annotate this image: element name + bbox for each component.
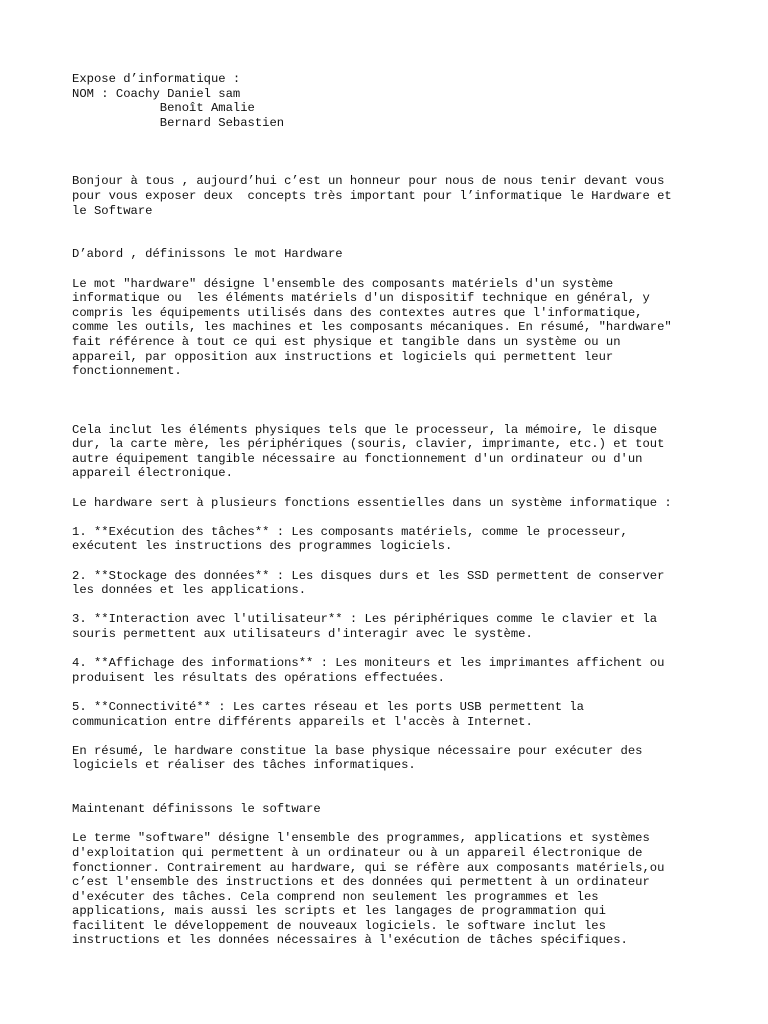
list-item-line: 4. **Affichage des informations** : Les moniteurs et les imprimantes affichent ou (72, 656, 665, 671)
document-header (72, 72, 712, 130)
intro-line: pour vous exposer deux concepts très important pour l’informatique le Hardware et (72, 188, 672, 203)
list-item-line: souris permettent aux utilisateurs d'interagir avec le système. (72, 627, 533, 641)
function-item-3 (72, 612, 712, 641)
paragraph-line: Le mot "hardware" désigne l'ensemble des composants matériels d'un système (72, 276, 614, 291)
paragraph-line: applications, mais aussi les scripts et les langages de programmation qui (72, 904, 606, 919)
list-item-line: 3. **Interaction avec l'utilisateur** : Les périphériques comme le clavier et la (72, 612, 658, 627)
software-heading: Maintenant définissons le software (72, 802, 321, 817)
hardware-definition-paragraph (72, 277, 712, 379)
list-item-line: 5. **Connectivité** : Les cartes réseau et les ports USB permettent la (72, 699, 584, 714)
paragraph-line: facilitent le développement de nouveaux logiciels. le software inclut les (72, 918, 606, 933)
function-item-4 (72, 656, 712, 685)
paragraph-line: fonctionnement. (72, 364, 182, 379)
hardware-summary-paragraph (72, 744, 712, 773)
list-item-line: 1. **Exécution des tâches** : Les composants matériels, comme le processeur, (72, 524, 628, 539)
list-item-line: 2. **Stockage des données** : Les disques durs et les SSD permettent de conserver (72, 568, 665, 583)
intro-line: Bonjour à tous , aujourd’hui c’est un honneur pour nous de nous tenir devant vous (72, 174, 665, 189)
paragraph-line: informatique ou les éléments matériels d'un dispositif technique en général, y (72, 291, 650, 306)
function-item-5 (72, 700, 712, 729)
list-item-line: produisent les résultats des opérations effectuées. (72, 670, 445, 685)
paragraph-line: instructions et les données nécessaires à l'exécution de tâches spécifiques. (72, 933, 628, 948)
author-line-1: NOM : Coachy Daniel sam (72, 86, 241, 101)
document-page (72, 72, 712, 948)
function-item-2 (72, 569, 712, 598)
author-line-3: Bernard Sebastien (72, 115, 285, 130)
paragraph-line: appareil électronique. (72, 466, 233, 481)
list-item-line: exécutent les instructions des programmes logiciels. (72, 539, 453, 554)
paragraph-line: d'exploitation qui permettent à un ordinateur ou à un appareil électronique de (72, 845, 643, 860)
software-definition-paragraph (72, 831, 712, 948)
expose-title: Expose d’informatique : (72, 72, 241, 86)
paragraph-line: autre équipement tangible nécessaire au fonctionnement d'un ordinateur ou d'un (72, 451, 643, 466)
hardware-heading: D’abord , définissons le mot Hardware (72, 247, 343, 262)
paragraph-line: appareil, par opposition aux instructions et logiciels qui permettent leur (72, 349, 614, 364)
paragraph-line: c’est l'ensemble des instructions et des données qui permettent à un ordinateur (72, 875, 650, 890)
list-item-line: les données et les applications. (72, 583, 307, 598)
list-item-line: communication entre différents appareils et l'accès à Internet. (72, 714, 533, 729)
author-line-2: Benoît Amalie (72, 101, 255, 116)
functions-intro: Le hardware sert à plusieurs fonctions essentielles dans un système informatique : (72, 495, 672, 510)
paragraph-line: En résumé, le hardware constitue la base physique nécessaire pour exécuter des (72, 743, 643, 758)
intro-paragraph (72, 174, 712, 218)
hardware-elements-paragraph (72, 423, 712, 481)
paragraph-line: comme les outils, les machines et les composants mécaniques. En résumé, "hardware" (72, 320, 672, 335)
paragraph-line: Le terme "software" désigne l'ensemble des programmes, applications et systèmes (72, 831, 650, 846)
paragraph-line: Cela inclut les éléments physiques tels que le processeur, la mémoire, le disque (72, 422, 658, 437)
paragraph-line: logiciels et réaliser des tâches informatiques. (72, 758, 416, 773)
paragraph-line: dur, la carte mère, les périphériques (souris, clavier, imprimante, etc.) et tout (72, 437, 665, 452)
paragraph-line: compris les équipements utilisés dans des contextes autres que l'informatique, (72, 305, 643, 320)
paragraph-line: fait référence à tout ce qui est physique et tangible dans un système ou un (72, 334, 621, 349)
function-item-1 (72, 525, 712, 554)
paragraph-line: fonctionner. Contrairement au hardware, qui se réfère aux composants matériels,ou (72, 860, 665, 875)
paragraph-line: d'exécuter des tâches. Cela comprend non seulement les programmes et les (72, 889, 599, 904)
intro-line: le Software (72, 203, 153, 218)
